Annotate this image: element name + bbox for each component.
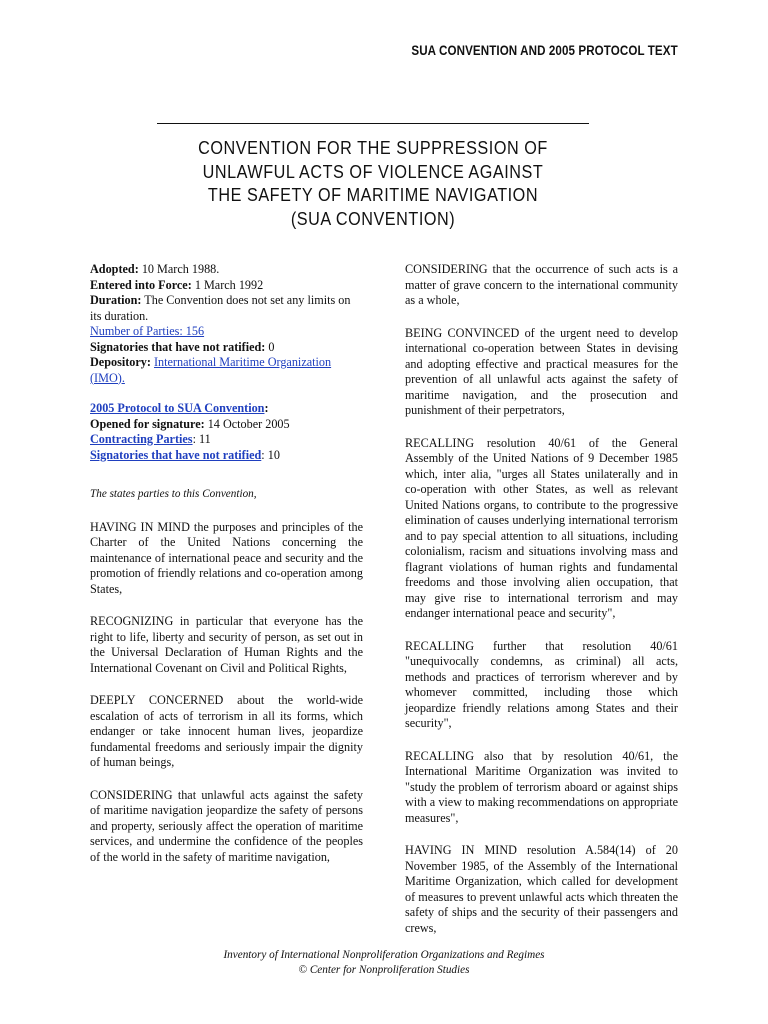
opened-line xyxy=(90,417,363,433)
title-divider xyxy=(157,123,589,124)
protocol-colon: : xyxy=(264,401,269,415)
protocol-signatories-line xyxy=(90,448,363,464)
preamble-paragraph: HAVING IN MIND resolution A.584(14) of 20 November 1985, of the Assembly of the International Maritime Organization, which called for development of measures to prevent unlawful acts which threaten the safety of ships and the security of their passengers and crews, xyxy=(405,843,678,935)
entered-value: 1 March 1992 xyxy=(191,277,264,292)
preamble-paragraph: RECALLING resolution 40/61 of the General Assembly of the United Nations of 9 December 1985 which, inter alia, "urges all States unilaterally and in co-operation with other States, as well as relevant United Nations organs, to contribute to the progressive elimination of causes underlying international terrorism and to pay special attention to all situations, including colonialism, racism and situations involving mass and flagrant violations of human rights and fundamental freedoms and those involving alien occupation, that may give rise to international terrorism and may endanger international peace and security", xyxy=(405,435,678,620)
entered-label: Entered into Force: xyxy=(90,277,192,292)
duration-label: Duration: xyxy=(90,293,142,307)
duration-value: The Convention does not set any limits on its duration. xyxy=(90,293,351,323)
preamble-paragraph: RECALLING also that by resolution 40/61, the International Maritime Organization was invited to "study the problem of terrorism aboard or against ships with a view to making recommendations on appropriate measures", xyxy=(405,748,678,825)
protocol-heading xyxy=(90,401,363,417)
preamble-paragraph: HAVING IN MIND the purposes and principles of the Charter of the United Nations concerning the maintenance of international peace and security and the promotion of friendly relations and co-operation among States, xyxy=(90,519,363,596)
page-footer xyxy=(0,948,768,977)
adopted-line xyxy=(90,262,363,278)
title-line: UNLAWFUL ACTS OF VIOLENCE AGAINST xyxy=(202,161,544,182)
preamble-paragraph: RECALLING further that resolution 40/61 "unequivocally condemns, as criminal) all acts, methods and practices of terrorism wherever and by whomever committed, including those which jeopardize friendly relations among States and their security", xyxy=(405,638,678,730)
contracting-parties-link[interactable]: Contracting Parties xyxy=(90,432,193,446)
spacer xyxy=(405,826,678,843)
document-title xyxy=(150,137,596,231)
title-line: CONVENTION FOR THE SUPPRESSION OF xyxy=(198,138,548,158)
spacer xyxy=(405,309,678,326)
protocol-signatories-value: : 10 xyxy=(261,447,280,462)
preamble-paragraph: CONSIDERING that unlawful acts against the safety of maritime navigation jeopardize the safety of persons and property, seriously affect the operation of maritime services, and undermine the confidence of the peoples of the world in the safety of maritime navigation, xyxy=(90,787,363,864)
protocol-signatories-link[interactable]: Signatories that have not ratified xyxy=(90,447,262,462)
preamble-paragraph: RECOGNIZING in particular that everyone has the right to life, liberty and security of person, as set out in the Universal Declaration of Human Rights and the International Covenant on Civil and Political Rights, xyxy=(90,614,363,675)
contracting-value: : 11 xyxy=(192,432,211,446)
spacer xyxy=(90,676,363,693)
adopted-label: Adopted: xyxy=(90,262,139,276)
depository-line xyxy=(90,355,363,386)
preamble-paragraph: CONSIDERING that the occurrence of such acts is a matter of grave concern to the international community as a whole, xyxy=(405,262,678,307)
signatories-value: 0 xyxy=(265,339,275,354)
spacer xyxy=(90,771,363,788)
opened-value: 14 October 2005 xyxy=(204,416,290,431)
spacer xyxy=(90,386,363,401)
preamble-intro: The states parties to this Convention, xyxy=(90,488,257,500)
spacer xyxy=(405,419,678,436)
spacer xyxy=(90,503,363,520)
depository-link[interactable]: International Maritime Organization (IMO). xyxy=(90,355,332,385)
signatories-label: Signatories that have not ratified: xyxy=(90,339,266,354)
running-header: SUA CONVENTION AND 2005 PROTOCOL TEXT xyxy=(411,43,678,58)
right-column xyxy=(405,262,678,936)
footer-line: © Center for Nonproliferation Studies xyxy=(298,963,470,976)
depository-label: Depository: xyxy=(90,355,151,369)
contracting-line xyxy=(90,432,363,448)
spacer xyxy=(405,622,678,639)
preamble-paragraph: BEING CONVINCED of the urgent need to develop international co-operation between States in devising and adopting effective and practical measures for the prevention of all unlawful acts against the safety of maritime navigation, and the prosecution and punishment of their perpetrators, xyxy=(405,325,678,417)
preamble-paragraph: DEEPLY CONCERNED about the world-wide escalation of acts of terrorism in all its forms, which endanger or take innocent human lives, jeopardize fundamental freedoms and seriously impair the dignity of human beings, xyxy=(90,693,363,769)
title-line: THE SAFETY OF MARITIME NAVIGATION xyxy=(207,185,539,205)
spacer xyxy=(90,597,363,614)
opened-label: Opened for signature: xyxy=(90,416,205,431)
adopted-value: 10 March 1988. xyxy=(138,262,220,276)
left-column xyxy=(90,262,363,865)
signatories-line xyxy=(90,340,363,356)
entered-into-force-line xyxy=(90,278,363,294)
parties-line xyxy=(90,324,363,340)
protocol-link[interactable]: 2005 Protocol to SUA Convention xyxy=(90,401,265,415)
footer-line: Inventory of International Nonproliferation Organizations and Regimes xyxy=(223,949,545,961)
spacer xyxy=(90,463,363,487)
title-line: (SUA CONVENTION) xyxy=(290,208,456,229)
duration-line xyxy=(90,293,363,324)
spacer xyxy=(405,732,678,749)
number-of-parties-link[interactable]: Number of Parties: 156 xyxy=(90,324,205,338)
